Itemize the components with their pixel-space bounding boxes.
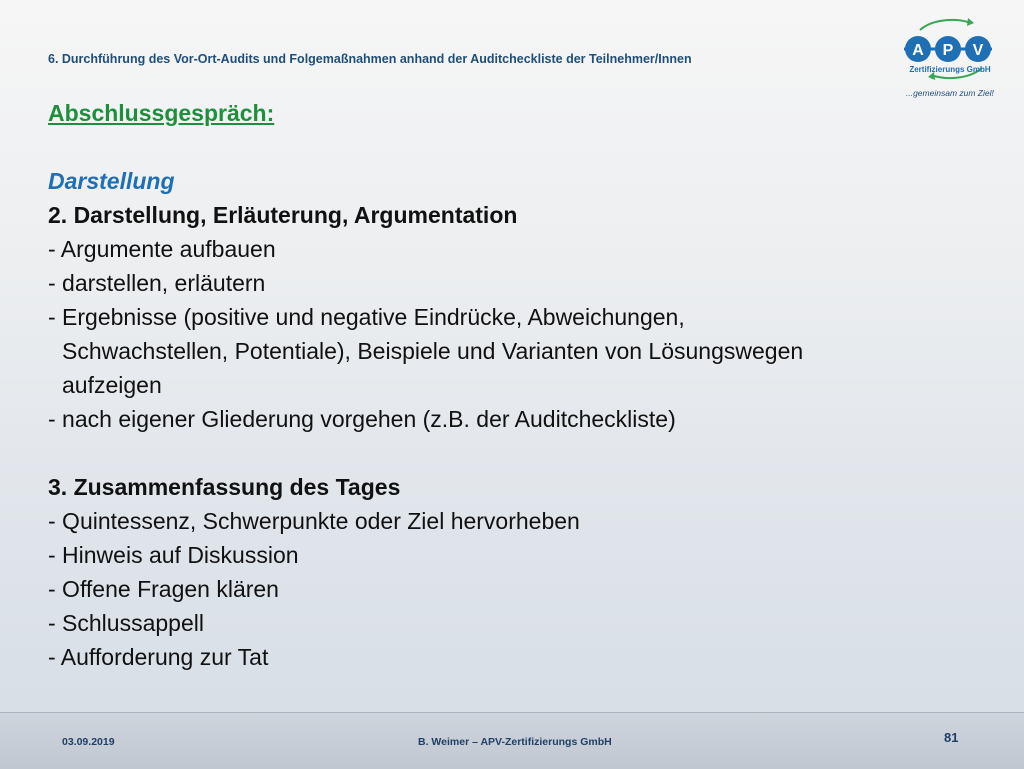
slide-header-title: 6. Durchführung des Vor-Ort-Audits und Folgemaßnahmen anhand der Auditcheckliste der Teilnehmer/Innen bbox=[48, 52, 692, 66]
logo-letter-p: P bbox=[942, 42, 954, 59]
list-item: - Schlussappell bbox=[48, 610, 204, 636]
logo-graphic bbox=[898, 16, 1004, 88]
logo-company: Zertifizierungs GmbH bbox=[909, 65, 991, 74]
list-item: - Hinweis auf Diskussion bbox=[48, 542, 299, 568]
list-item: - Ergebnisse (positive und negative Eindrücke, Abweichungen, bbox=[48, 304, 685, 330]
slide-content bbox=[48, 96, 988, 674]
logo-letter-v: V bbox=[972, 42, 984, 59]
logo-tagline: ...gemeinsam zum Ziel! bbox=[906, 88, 994, 98]
logo-letter-a: A bbox=[912, 42, 924, 59]
list-item: - darstellen, erläutern bbox=[48, 270, 266, 296]
list-item: - Offene Fragen klären bbox=[48, 576, 279, 602]
list-item: - Quintessenz, Schwerpunkte oder Ziel hervorheben bbox=[48, 508, 580, 534]
list-item-continuation: aufzeigen bbox=[62, 372, 162, 398]
block1-title: 2. Darstellung, Erläuterung, Argumentation bbox=[48, 202, 518, 228]
spacer bbox=[48, 130, 988, 164]
spacer bbox=[48, 436, 988, 470]
section-heading: Abschlussgespräch: bbox=[48, 100, 275, 126]
apv-logo bbox=[898, 16, 1004, 102]
list-item: - Aufforderung zur Tat bbox=[48, 644, 269, 670]
footer-date: 03.09.2019 bbox=[62, 736, 115, 748]
footer-author: B. Weimer – APV-Zertifizierungs GmbH bbox=[418, 736, 612, 748]
list-item: - nach eigener Gliederung vorgehen (z.B. der Auditcheckliste) bbox=[48, 406, 676, 432]
page-number: 81 bbox=[944, 730, 959, 745]
list-item: - Argumente aufbauen bbox=[48, 236, 276, 262]
list-item-continuation: Schwachstellen, Potentiale), Beispiele und Varianten von Lösungswegen bbox=[62, 338, 804, 364]
block2-title: 3. Zusammenfassung des Tages bbox=[48, 474, 401, 500]
sub-heading: Darstellung bbox=[48, 168, 175, 194]
